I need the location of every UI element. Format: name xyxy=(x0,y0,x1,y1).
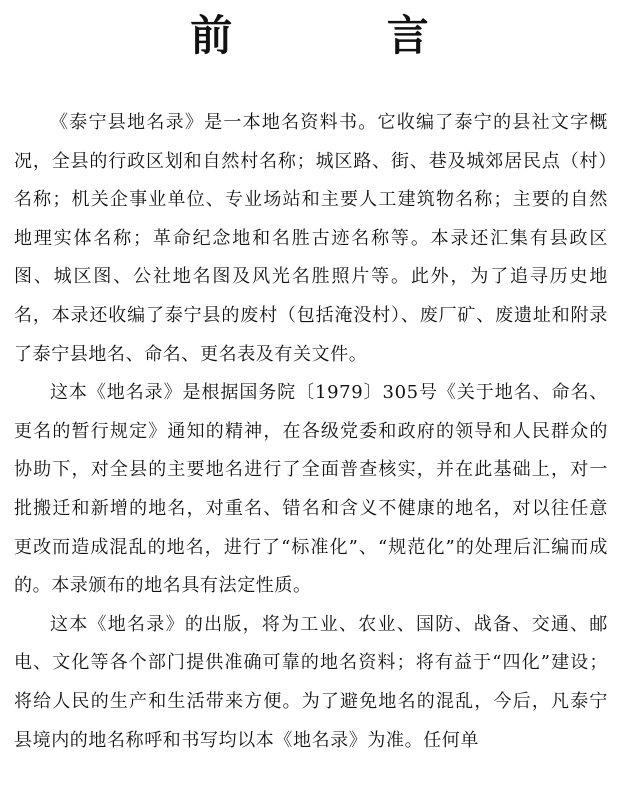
paragraph-3: 这本《地名录》的出版，将为工业、农业、国防、战备、交通、邮电、文化等各个部门提供准确可靠的地名资料；将有益于“四化”建设；将给人民的生产和生活带来方便。为了避免地名的混乱，今后，凡泰宁县境内的地名称呼和书写均以本《地名录》为准。任何单 xyxy=(14,613,608,751)
paragraph-1: 《泰宁县地名录》是一本地名资料书。它收编了泰宁的县社文字概况，全县的行政区划和自然村名称；城区路、街、巷及城郊居民点（村）名称；机关企事业单位、专业场站和主要人工建筑物名称；主要的自然地理实体名称；革命纪念地和名胜古迹名称等。本录还汇集有县政区图、城区图、公社地名图及风光名胜照片等。此外，为了追寻历史地名，本录还收编了泰宁县的废村（包括淹没村）、废厂矿、废遗址和附录了泰宁县地名、命名、更名表及有关文件。 xyxy=(14,112,608,365)
document-body xyxy=(14,104,608,760)
paragraph-2: 这本《地名录》是根据国务院〔1979〕305号《关于地名、命名、更名的暂行规定》通知的精神，在各级党委和政府的领导和人民群众的协助下，对全县的主要地名进行了全面普查核实，并在此基础上，对一批搬迁和新增的地名，对重名、错名和含义不健康的地名，对以往任意更改而造成混乱的地名，进行了“标准化”、“规范化”的处理后汇编而成的。本录颁布的地名具有法定性质。 xyxy=(14,382,608,597)
page-title: 前 言 xyxy=(190,11,499,60)
